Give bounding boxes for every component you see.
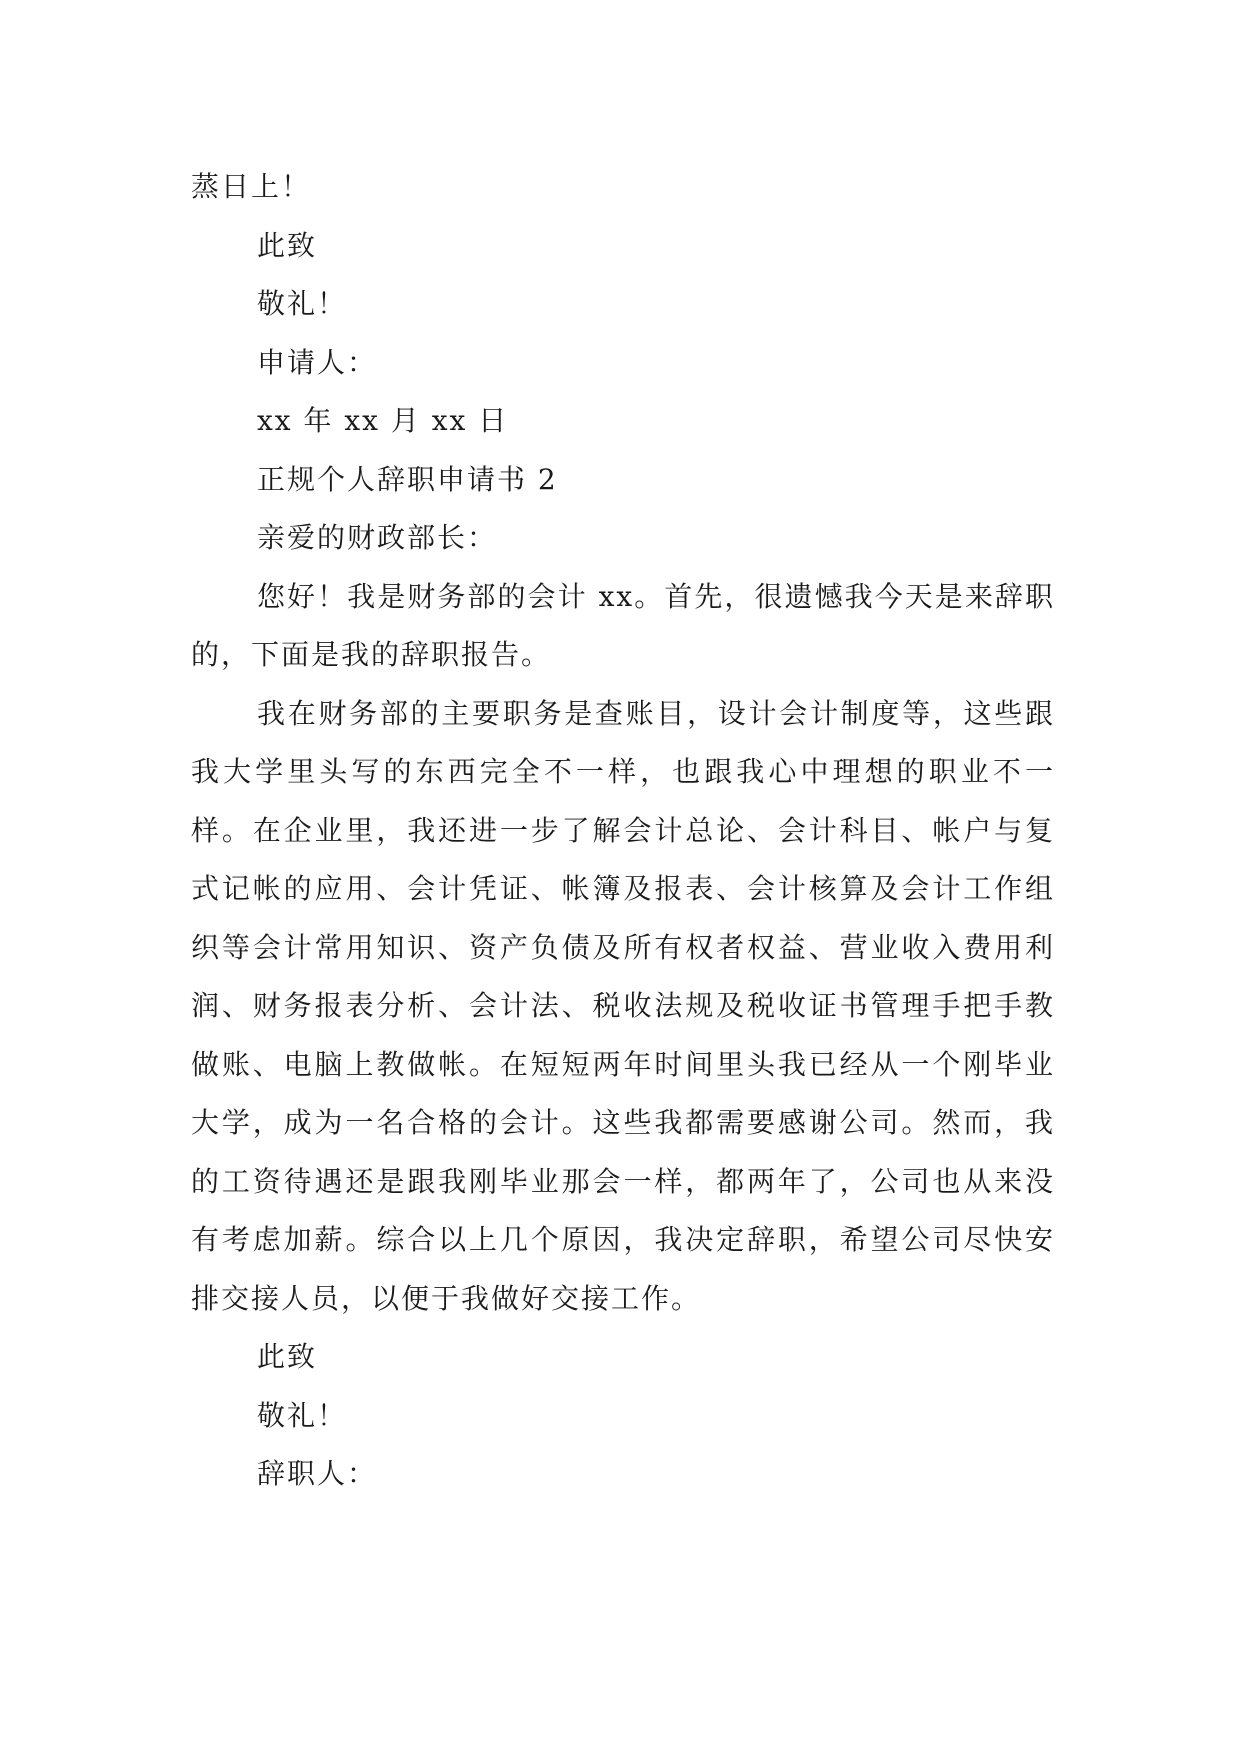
letter1-closing-1: 此致 xyxy=(257,228,318,262)
letter2-paragraph-1: 您好！我是财务部的会计 xx。首先，很遗憾我今天是来辞职的，下面是我的辞职报告。 xyxy=(191,579,1055,671)
letter1-date: xx 年 xx 月 xx 日 xyxy=(257,404,509,437)
letter2-salutation: 亲爱的财政部长： xyxy=(257,521,498,554)
continuation-line: 蒸日上！ xyxy=(191,170,312,203)
letter1-closing-2: 敬礼！ xyxy=(257,287,348,320)
letter2-closing-2: 敬礼！ xyxy=(257,1398,348,1432)
letter2-closing-1: 此致 xyxy=(257,1340,318,1373)
letter2-paragraph-2: 我在财务部的主要职务是查账目，设计会计制度等，这些跟我大学里头写的东西完全不一样，也跟我心中理想的职业不一样。在企业里，我还进一步了解会计总论、会计科目、帐户与复式记帐的应用、会计凭证、帐簿及报表、会计核算及会计工作组织等会计常用知识、资产负债及所有权者权益、营业收入费用利润、财务报表分析、会计法、税收法规及税收证书管理手把手教做账、电脑上教做帐。在短短两年时间里头我已经从一个刚毕业大学，成为一名合格的会计。这些我都需要感谢公司。然而，我的工资待遇还是跟我刚毕业那会一样，都两年了，公司也从来没有考虑加薪。综合以上几个原因，我决定辞职，希望公司尽快安排交接人员，以便于我做好交接工作。 xyxy=(191,696,1055,1315)
document-body xyxy=(191,158,1055,1504)
letter2-title: 正规个人辞职申请书 2 xyxy=(257,462,558,496)
letter2-signature-label: 辞职人： xyxy=(257,1457,378,1490)
letter1-signature-label: 申请人： xyxy=(257,345,378,379)
